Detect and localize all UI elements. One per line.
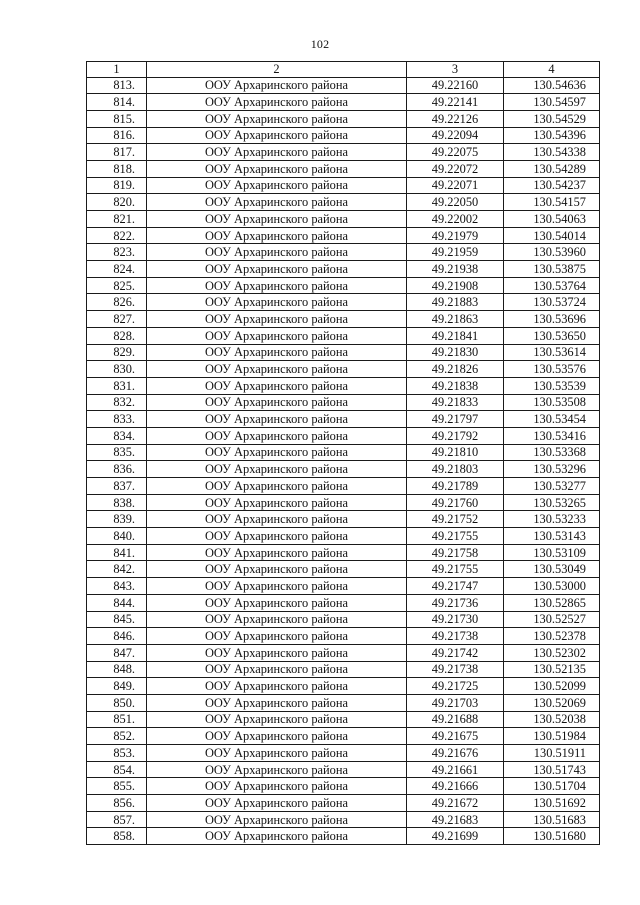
organization-name: ООУ Архаринского района — [147, 127, 407, 144]
table-row — [87, 728, 600, 745]
latitude-value: 49.21833 — [407, 394, 504, 411]
organization-name: ООУ Архаринского района — [147, 411, 407, 428]
latitude-value: 49.21826 — [407, 361, 504, 378]
longitude-value: 130.53576 — [504, 361, 600, 378]
table-row — [87, 578, 600, 595]
table-row — [87, 778, 600, 795]
latitude-value: 49.21938 — [407, 261, 504, 278]
longitude-value: 130.53000 — [504, 578, 600, 595]
longitude-value: 130.53650 — [504, 327, 600, 344]
table-row — [87, 678, 600, 695]
row-number: 834. — [87, 427, 147, 444]
latitude-value: 49.21810 — [407, 444, 504, 461]
organization-name: ООУ Архаринского района — [147, 144, 407, 161]
latitude-value: 49.21752 — [407, 511, 504, 528]
row-number: 835. — [87, 444, 147, 461]
row-number: 829. — [87, 344, 147, 361]
longitude-value: 130.52378 — [504, 628, 600, 645]
organization-name: ООУ Архаринского района — [147, 444, 407, 461]
organization-name: ООУ Архаринского района — [147, 311, 407, 328]
longitude-value: 130.54636 — [504, 77, 600, 94]
column-header-4: 4 — [504, 62, 600, 78]
organization-name: ООУ Архаринского района — [147, 160, 407, 177]
latitude-value: 49.21979 — [407, 227, 504, 244]
longitude-value: 130.52302 — [504, 644, 600, 661]
row-number: 813. — [87, 77, 147, 94]
table-row — [87, 144, 600, 161]
latitude-value: 49.22002 — [407, 211, 504, 228]
row-number: 839. — [87, 511, 147, 528]
table-row — [87, 761, 600, 778]
row-number: 844. — [87, 594, 147, 611]
organization-name: ООУ Архаринского района — [147, 811, 407, 828]
table-row — [87, 194, 600, 211]
longitude-value: 130.52527 — [504, 611, 600, 628]
coordinates-table — [86, 61, 600, 845]
table-row — [87, 127, 600, 144]
table-row — [87, 828, 600, 845]
latitude-value: 49.21792 — [407, 427, 504, 444]
longitude-value: 130.53143 — [504, 528, 600, 545]
table-row — [87, 494, 600, 511]
longitude-value: 130.53508 — [504, 394, 600, 411]
table-row — [87, 511, 600, 528]
longitude-value: 130.53265 — [504, 494, 600, 511]
table-row — [87, 177, 600, 194]
organization-name: ООУ Архаринского района — [147, 277, 407, 294]
longitude-value: 130.52038 — [504, 711, 600, 728]
table-row — [87, 628, 600, 645]
organization-name: ООУ Архаринского района — [147, 528, 407, 545]
row-number: 854. — [87, 761, 147, 778]
row-number: 851. — [87, 711, 147, 728]
organization-name: ООУ Архаринского района — [147, 227, 407, 244]
organization-name: ООУ Архаринского района — [147, 327, 407, 344]
latitude-value: 49.21883 — [407, 294, 504, 311]
row-number: 816. — [87, 127, 147, 144]
latitude-value: 49.21676 — [407, 745, 504, 762]
organization-name: ООУ Архаринского района — [147, 177, 407, 194]
table-row — [87, 227, 600, 244]
table-header — [87, 62, 600, 78]
table-row — [87, 344, 600, 361]
row-number: 823. — [87, 244, 147, 261]
organization-name: ООУ Архаринского района — [147, 110, 407, 127]
latitude-value: 49.21758 — [407, 544, 504, 561]
table-row — [87, 427, 600, 444]
latitude-value: 49.21730 — [407, 611, 504, 628]
table-body — [87, 77, 600, 845]
table-row — [87, 795, 600, 812]
table-row — [87, 261, 600, 278]
organization-name: ООУ Архаринского района — [147, 728, 407, 745]
row-number: 843. — [87, 578, 147, 595]
latitude-value: 49.21797 — [407, 411, 504, 428]
row-number: 850. — [87, 694, 147, 711]
table-row — [87, 394, 600, 411]
table-row — [87, 411, 600, 428]
row-number: 846. — [87, 628, 147, 645]
organization-name: ООУ Архаринского района — [147, 494, 407, 511]
row-number: 826. — [87, 294, 147, 311]
longitude-value: 130.51683 — [504, 811, 600, 828]
organization-name: ООУ Архаринского района — [147, 461, 407, 478]
table-row — [87, 711, 600, 728]
organization-name: ООУ Архаринского района — [147, 377, 407, 394]
longitude-value: 130.53724 — [504, 294, 600, 311]
organization-name: ООУ Архаринского района — [147, 828, 407, 845]
table-row — [87, 311, 600, 328]
organization-name: ООУ Архаринского района — [147, 611, 407, 628]
latitude-value: 49.21760 — [407, 494, 504, 511]
organization-name: ООУ Архаринского района — [147, 361, 407, 378]
longitude-value: 130.51704 — [504, 778, 600, 795]
row-number: 849. — [87, 678, 147, 695]
latitude-value: 49.21803 — [407, 461, 504, 478]
longitude-value: 130.53049 — [504, 561, 600, 578]
latitude-value: 49.21738 — [407, 628, 504, 645]
row-number: 825. — [87, 277, 147, 294]
organization-name: ООУ Архаринского района — [147, 394, 407, 411]
row-number: 821. — [87, 211, 147, 228]
latitude-value: 49.22072 — [407, 160, 504, 177]
organization-name: ООУ Архаринского района — [147, 561, 407, 578]
organization-name: ООУ Архаринского района — [147, 511, 407, 528]
latitude-value: 49.21683 — [407, 811, 504, 828]
latitude-value: 49.21841 — [407, 327, 504, 344]
table-row — [87, 277, 600, 294]
row-number: 841. — [87, 544, 147, 561]
latitude-value: 49.22075 — [407, 144, 504, 161]
latitude-value: 49.22050 — [407, 194, 504, 211]
organization-name: ООУ Архаринского района — [147, 661, 407, 678]
table-row — [87, 327, 600, 344]
row-number: 818. — [87, 160, 147, 177]
row-number: 837. — [87, 478, 147, 495]
row-number: 832. — [87, 394, 147, 411]
column-header-2: 2 — [147, 62, 407, 78]
row-number: 814. — [87, 94, 147, 111]
table-row — [87, 211, 600, 228]
organization-name: ООУ Архаринского района — [147, 344, 407, 361]
row-number: 831. — [87, 377, 147, 394]
organization-name: ООУ Архаринского района — [147, 211, 407, 228]
longitude-value: 130.51911 — [504, 745, 600, 762]
latitude-value: 49.21959 — [407, 244, 504, 261]
table-row — [87, 377, 600, 394]
latitude-value: 49.21672 — [407, 795, 504, 812]
longitude-value: 130.53368 — [504, 444, 600, 461]
latitude-value: 49.21738 — [407, 661, 504, 678]
organization-name: ООУ Архаринского района — [147, 778, 407, 795]
longitude-value: 130.53416 — [504, 427, 600, 444]
table-row — [87, 811, 600, 828]
column-header-1: 1 — [87, 62, 147, 78]
organization-name: ООУ Архаринского района — [147, 544, 407, 561]
row-number: 847. — [87, 644, 147, 661]
longitude-value: 130.53233 — [504, 511, 600, 528]
table-row — [87, 745, 600, 762]
latitude-value: 49.21755 — [407, 528, 504, 545]
longitude-value: 130.52135 — [504, 661, 600, 678]
latitude-value: 49.21755 — [407, 561, 504, 578]
row-number: 822. — [87, 227, 147, 244]
row-number: 820. — [87, 194, 147, 211]
table-row — [87, 361, 600, 378]
latitude-value: 49.21688 — [407, 711, 504, 728]
row-number: 848. — [87, 661, 147, 678]
latitude-value: 49.22160 — [407, 77, 504, 94]
longitude-value: 130.54396 — [504, 127, 600, 144]
table-row — [87, 461, 600, 478]
page-number: 102 — [310, 37, 330, 51]
longitude-value: 130.53296 — [504, 461, 600, 478]
latitude-value: 49.21747 — [407, 578, 504, 595]
longitude-value: 130.53109 — [504, 544, 600, 561]
latitude-value: 49.21725 — [407, 678, 504, 695]
table-row — [87, 694, 600, 711]
longitude-value: 130.54597 — [504, 94, 600, 111]
longitude-value: 130.51680 — [504, 828, 600, 845]
row-number: 827. — [87, 311, 147, 328]
row-number: 819. — [87, 177, 147, 194]
row-number: 817. — [87, 144, 147, 161]
row-number: 833. — [87, 411, 147, 428]
organization-name: ООУ Архаринского района — [147, 795, 407, 812]
table-row — [87, 644, 600, 661]
table-row — [87, 478, 600, 495]
longitude-value: 130.53875 — [504, 261, 600, 278]
table-row — [87, 94, 600, 111]
column-header-3: 3 — [407, 62, 504, 78]
latitude-value: 49.22141 — [407, 94, 504, 111]
longitude-value: 130.51984 — [504, 728, 600, 745]
longitude-value: 130.54237 — [504, 177, 600, 194]
latitude-value: 49.21830 — [407, 344, 504, 361]
latitude-value: 49.21742 — [407, 644, 504, 661]
longitude-value: 130.53696 — [504, 311, 600, 328]
longitude-value: 130.54063 — [504, 211, 600, 228]
latitude-value: 49.21661 — [407, 761, 504, 778]
longitude-value: 130.53454 — [504, 411, 600, 428]
row-number: 856. — [87, 795, 147, 812]
longitude-value: 130.53539 — [504, 377, 600, 394]
organization-name: ООУ Архаринского района — [147, 94, 407, 111]
table-row — [87, 77, 600, 94]
latitude-value: 49.21838 — [407, 377, 504, 394]
latitude-value: 49.21789 — [407, 478, 504, 495]
table-row — [87, 160, 600, 177]
row-number: 845. — [87, 611, 147, 628]
table-row — [87, 544, 600, 561]
longitude-value: 130.54014 — [504, 227, 600, 244]
latitude-value: 49.21863 — [407, 311, 504, 328]
latitude-value: 49.22094 — [407, 127, 504, 144]
row-number: 838. — [87, 494, 147, 511]
longitude-value: 130.53614 — [504, 344, 600, 361]
longitude-value: 130.53960 — [504, 244, 600, 261]
longitude-value: 130.52069 — [504, 694, 600, 711]
row-number: 830. — [87, 361, 147, 378]
header-row — [87, 62, 600, 78]
organization-name: ООУ Архаринского района — [147, 678, 407, 695]
longitude-value: 130.51692 — [504, 795, 600, 812]
longitude-value: 130.54529 — [504, 110, 600, 127]
latitude-value: 49.21666 — [407, 778, 504, 795]
table-row — [87, 611, 600, 628]
organization-name: ООУ Архаринского района — [147, 578, 407, 595]
table-row — [87, 244, 600, 261]
table-row — [87, 661, 600, 678]
longitude-value: 130.52099 — [504, 678, 600, 695]
organization-name: ООУ Архаринского района — [147, 644, 407, 661]
row-number: 840. — [87, 528, 147, 545]
organization-name: ООУ Архаринского района — [147, 244, 407, 261]
table-row — [87, 294, 600, 311]
row-number: 836. — [87, 461, 147, 478]
organization-name: ООУ Архаринского района — [147, 694, 407, 711]
row-number: 858. — [87, 828, 147, 845]
organization-name: ООУ Архаринского района — [147, 294, 407, 311]
row-number: 855. — [87, 778, 147, 795]
latitude-value: 49.21736 — [407, 594, 504, 611]
table-row — [87, 110, 600, 127]
organization-name: ООУ Архаринского района — [147, 761, 407, 778]
latitude-value: 49.21675 — [407, 728, 504, 745]
table-row — [87, 528, 600, 545]
row-number: 842. — [87, 561, 147, 578]
row-number: 852. — [87, 728, 147, 745]
longitude-value: 130.51743 — [504, 761, 600, 778]
latitude-value: 49.21699 — [407, 828, 504, 845]
row-number: 828. — [87, 327, 147, 344]
latitude-value: 49.22126 — [407, 110, 504, 127]
organization-name: ООУ Архаринского района — [147, 194, 407, 211]
row-number: 815. — [87, 110, 147, 127]
row-number: 853. — [87, 745, 147, 762]
longitude-value: 130.54338 — [504, 144, 600, 161]
table-row — [87, 561, 600, 578]
longitude-value: 130.53277 — [504, 478, 600, 495]
longitude-value: 130.52865 — [504, 594, 600, 611]
organization-name: ООУ Архаринского района — [147, 711, 407, 728]
latitude-value: 49.21908 — [407, 277, 504, 294]
row-number: 824. — [87, 261, 147, 278]
latitude-value: 49.21703 — [407, 694, 504, 711]
organization-name: ООУ Архаринского района — [147, 261, 407, 278]
organization-name: ООУ Архаринского района — [147, 745, 407, 762]
longitude-value: 130.54289 — [504, 160, 600, 177]
longitude-value: 130.53764 — [504, 277, 600, 294]
organization-name: ООУ Архаринского района — [147, 427, 407, 444]
longitude-value: 130.54157 — [504, 194, 600, 211]
row-number: 857. — [87, 811, 147, 828]
organization-name: ООУ Архаринского района — [147, 628, 407, 645]
table-row — [87, 444, 600, 461]
organization-name: ООУ Архаринского района — [147, 478, 407, 495]
latitude-value: 49.22071 — [407, 177, 504, 194]
organization-name: ООУ Архаринского района — [147, 77, 407, 94]
table-row — [87, 594, 600, 611]
organization-name: ООУ Архаринского района — [147, 594, 407, 611]
